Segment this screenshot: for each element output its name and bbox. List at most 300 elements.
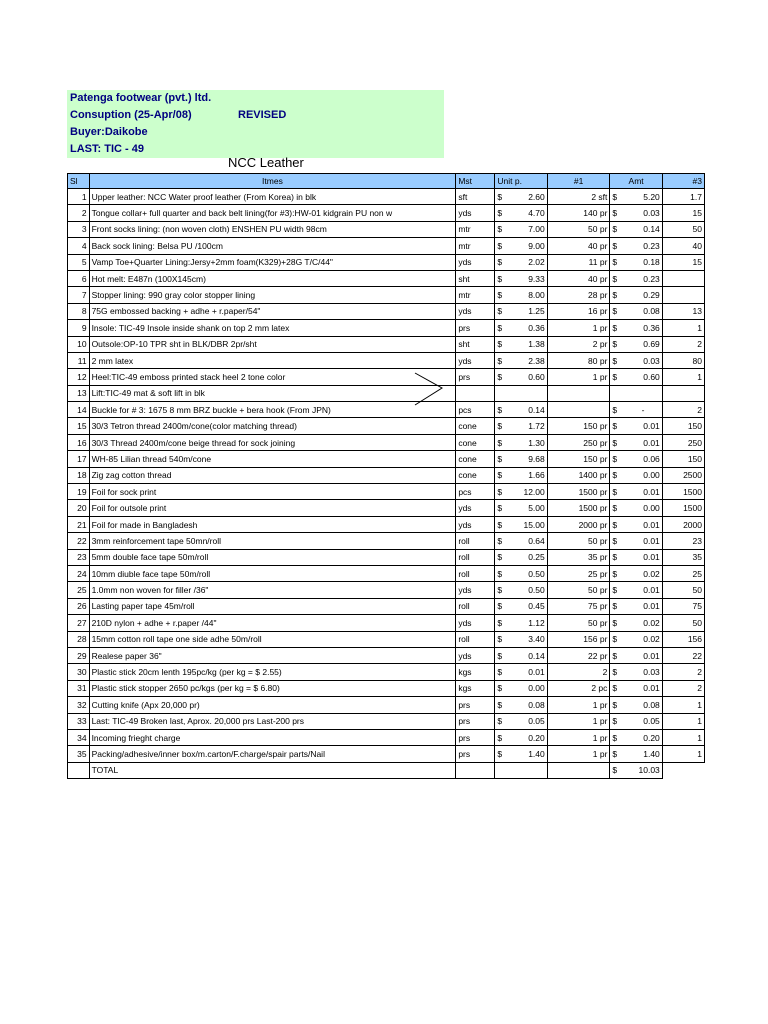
row-mst: yds [456, 205, 495, 221]
row-col3: 1 [662, 713, 704, 729]
row-sl: 15 [68, 418, 90, 434]
row-amt-currency: $ [610, 287, 624, 303]
row-amount: 0.20 [624, 729, 662, 745]
row-unit-price: 2.38 [509, 352, 547, 368]
row-col3: 1 [662, 369, 704, 385]
row-sl: 25 [68, 582, 90, 598]
row-mst: yds [456, 647, 495, 663]
row-mst: kgs [456, 664, 495, 680]
row-sl: 8 [68, 303, 90, 319]
row-col3: 2 [662, 336, 704, 352]
row-amt-currency: $ [610, 352, 624, 368]
row-mst: prs [456, 697, 495, 713]
row-item: 30/3 Tetron thread 2400m/cone(color matching thread) [89, 418, 456, 434]
row-qty: 2 pr [547, 336, 610, 352]
row-amt-currency: $ [610, 254, 624, 270]
row-amount: 0.03 [624, 352, 662, 368]
row-unit-price: 1.40 [509, 746, 547, 762]
row-amount: 0.14 [624, 221, 662, 237]
row-sl: 2 [68, 205, 90, 221]
row-sl: 4 [68, 238, 90, 254]
sheet-title: NCC Leather [228, 155, 304, 170]
row-amt-currency: $ [610, 270, 624, 286]
row-qty: 1500 pr [547, 500, 610, 516]
row-qty: 50 pr [547, 582, 610, 598]
row-item: Lasting paper tape 45m/roll [89, 598, 456, 614]
row-unit-currency: $ [495, 270, 509, 286]
row-sl: 29 [68, 647, 90, 663]
row-item: Incoming frieght charge [89, 729, 456, 745]
table-row [68, 549, 705, 565]
row-sl: 23 [68, 549, 90, 565]
row-col3 [662, 287, 704, 303]
col-header-unit: Unit p. [495, 174, 547, 189]
table-row [68, 565, 705, 581]
row-qty: 140 pr [547, 205, 610, 221]
row-qty: 2 [547, 664, 610, 680]
row-amt-currency: $ [610, 402, 624, 418]
row-sl: 31 [68, 680, 90, 696]
total-row [68, 762, 705, 778]
row-amt-currency: $ [610, 713, 624, 729]
row-sl: 14 [68, 402, 90, 418]
row-sl: 28 [68, 631, 90, 647]
row-unit-currency: $ [495, 680, 509, 696]
row-col3: 2 [662, 664, 704, 680]
row-qty: 2 sft [547, 189, 610, 205]
row-unit-currency: $ [495, 320, 509, 336]
row-amt-currency: $ [610, 320, 624, 336]
row-qty: 25 pr [547, 565, 610, 581]
row-amt-currency: $ [610, 484, 624, 500]
row-amount: 0.18 [624, 254, 662, 270]
row-col3: 2000 [662, 516, 704, 532]
row-qty: 75 pr [547, 598, 610, 614]
row-col3: 23 [662, 533, 704, 549]
row-mst: mtr [456, 287, 495, 303]
row-qty: 80 pr [547, 352, 610, 368]
row-col3: 13 [662, 303, 704, 319]
row-sl: 19 [68, 484, 90, 500]
row-mst: prs [456, 729, 495, 745]
row-qty [547, 385, 610, 401]
row-unit-price: 0.05 [509, 713, 547, 729]
row-col3: 50 [662, 582, 704, 598]
row-sl: 21 [68, 516, 90, 532]
row-unit-price: 0.01 [509, 664, 547, 680]
table-row [68, 336, 705, 352]
row-qty: 2 pc [547, 680, 610, 696]
table-row [68, 533, 705, 549]
revised-label: REVISED [238, 109, 287, 121]
row-item: Back sock lining: Belsa PU /100cm [89, 238, 456, 254]
row-unit-price: 9.00 [509, 238, 547, 254]
total-label: TOTAL [89, 762, 456, 778]
row-col3: 1 [662, 320, 704, 336]
row-col3: 1500 [662, 500, 704, 516]
row-unit-currency: $ [495, 549, 509, 565]
row-mst: yds [456, 615, 495, 631]
row-amount: 0.23 [624, 270, 662, 286]
row-col3 [662, 385, 704, 401]
table-row [68, 647, 705, 663]
row-unit-currency: $ [495, 565, 509, 581]
row-item: Foil for outsole print [89, 500, 456, 516]
row-qty: 1400 pr [547, 467, 610, 483]
row-unit-currency: $ [495, 205, 509, 221]
row-qty: 11 pr [547, 254, 610, 270]
row-col3: 156 [662, 631, 704, 647]
row-unit-price: 2.60 [509, 189, 547, 205]
row-amt-currency: $ [610, 697, 624, 713]
row-sl: 30 [68, 664, 90, 680]
table-row [68, 746, 705, 762]
row-amt-currency: $ [610, 565, 624, 581]
row-unit-currency: $ [495, 484, 509, 500]
row-amount: 0.02 [624, 631, 662, 647]
table-row [68, 664, 705, 680]
row-amount: 1.40 [624, 746, 662, 762]
row-col3: 50 [662, 615, 704, 631]
col-header-mst: Mst [456, 174, 495, 189]
row-unit-price: 1.66 [509, 467, 547, 483]
row-qty: 40 pr [547, 270, 610, 286]
table-row [68, 402, 705, 418]
row-mst: yds [456, 582, 495, 598]
row-unit-currency: $ [495, 451, 509, 467]
row-amt-currency: $ [610, 615, 624, 631]
table-row [68, 189, 705, 205]
row-mst: cone [456, 451, 495, 467]
row-sl: 7 [68, 287, 90, 303]
row-qty: 1500 pr [547, 484, 610, 500]
row-qty: 156 pr [547, 631, 610, 647]
row-unit-price: 0.60 [509, 369, 547, 385]
row-amount: 0.23 [624, 238, 662, 254]
row-col3: 75 [662, 598, 704, 614]
col-header-amt: Amt [610, 174, 662, 189]
row-mst: prs [456, 320, 495, 336]
total-currency: $ [610, 762, 624, 778]
row-qty: 35 pr [547, 549, 610, 565]
row-qty: 150 pr [547, 451, 610, 467]
row-unit-currency: $ [495, 254, 509, 270]
table-row [68, 303, 705, 319]
row-sl: 5 [68, 254, 90, 270]
row-qty: 40 pr [547, 238, 610, 254]
row-unit-price: 1.30 [509, 434, 547, 450]
row-amount [624, 385, 662, 401]
row-col3: 15 [662, 254, 704, 270]
row-qty: 1 pr [547, 713, 610, 729]
row-sl: 32 [68, 697, 90, 713]
table-row [68, 500, 705, 516]
row-item: Buckle for # 3: 1675 8 mm BRZ buckle + bera hook (From JPN) [89, 402, 456, 418]
row-sl: 17 [68, 451, 90, 467]
row-amt-currency: $ [610, 500, 624, 516]
row-mst: kgs [456, 680, 495, 696]
table-row [68, 615, 705, 631]
row-amount: 0.01 [624, 434, 662, 450]
row-unit-currency: $ [495, 713, 509, 729]
row-sl: 20 [68, 500, 90, 516]
row-item: Zig zag cotton thread [89, 467, 456, 483]
row-unit-currency: $ [495, 221, 509, 237]
row-unit-currency: $ [495, 746, 509, 762]
last-label: LAST: TIC - 49 [70, 143, 144, 155]
col-header-1: #1 [547, 174, 610, 189]
row-item: Outsole:OP-10 TPR sht in BLK/DBR 2pr/sht [89, 336, 456, 352]
row-mst: prs [456, 369, 495, 385]
row-qty: 250 pr [547, 434, 610, 450]
row-unit-currency: $ [495, 369, 509, 385]
table-row [68, 451, 705, 467]
row-qty: 1 pr [547, 729, 610, 745]
row-unit-price: 0.50 [509, 582, 547, 598]
row-unit-price: 0.00 [509, 680, 547, 696]
row-col3: 1 [662, 697, 704, 713]
row-mst: yds [456, 500, 495, 516]
row-sl: 18 [68, 467, 90, 483]
row-unit-currency: $ [495, 582, 509, 598]
row-sl: 16 [68, 434, 90, 450]
row-col3: 1.7 [662, 189, 704, 205]
row-mst: sht [456, 270, 495, 286]
table-row [68, 467, 705, 483]
row-amt-currency: $ [610, 582, 624, 598]
row-item: 2 mm latex [89, 352, 456, 368]
row-amt-currency: $ [610, 451, 624, 467]
row-item: Front socks lining: (non woven cloth) ENSHEN PU width 98cm [89, 221, 456, 237]
row-item: 75G embossed backing + adhe + r.paper/54" [89, 303, 456, 319]
row-mst: prs [456, 713, 495, 729]
table-row [68, 516, 705, 532]
row-amount: 5.20 [624, 189, 662, 205]
header-block [67, 90, 444, 158]
row-unit-price: 0.20 [509, 729, 547, 745]
consumption-table [67, 173, 705, 779]
table-row [68, 205, 705, 221]
row-amount: 0.01 [624, 516, 662, 532]
row-mst: cone [456, 467, 495, 483]
row-mst: pcs [456, 484, 495, 500]
row-item: 210D nylon + adhe + r.paper /44" [89, 615, 456, 631]
row-item: 5mm double face tape 50m/roll [89, 549, 456, 565]
row-unit-price: 1.72 [509, 418, 547, 434]
row-item: Foil for sock print [89, 484, 456, 500]
row-item: Upper leather: NCC Water proof leather (From Korea) in blk [89, 189, 456, 205]
row-unit-currency: $ [495, 352, 509, 368]
row-unit-price: 9.68 [509, 451, 547, 467]
row-item: Cutting knife (Apx 20,000 pr) [89, 697, 456, 713]
row-unit-price: 0.08 [509, 697, 547, 713]
row-unit-currency: $ [495, 189, 509, 205]
row-unit-price: 1.25 [509, 303, 547, 319]
row-col3: 1 [662, 729, 704, 745]
table-row [68, 418, 705, 434]
row-item: Foil for made in Bangladesh [89, 516, 456, 532]
row-item: 15mm cotton roll tape one side adhe 50m/roll [89, 631, 456, 647]
row-mst [456, 385, 495, 401]
table-row [68, 369, 705, 385]
table-row [68, 582, 705, 598]
table-row [68, 385, 705, 401]
row-amount: 0.01 [624, 549, 662, 565]
row-col3: 35 [662, 549, 704, 565]
row-unit-currency: $ [495, 631, 509, 647]
row-sl: 10 [68, 336, 90, 352]
row-amount: 0.36 [624, 320, 662, 336]
row-col3: 2500 [662, 467, 704, 483]
row-qty: 50 pr [547, 533, 610, 549]
row-amount: 0.01 [624, 680, 662, 696]
row-amount: 0.03 [624, 205, 662, 221]
table-row [68, 729, 705, 745]
row-sl: 3 [68, 221, 90, 237]
row-unit-price: 2.02 [509, 254, 547, 270]
row-item: Hot melt: E487n (100X145cm) [89, 270, 456, 286]
row-unit-currency: $ [495, 729, 509, 745]
row-amt-currency: $ [610, 533, 624, 549]
row-unit-price: 7.00 [509, 221, 547, 237]
row-unit-price: 0.50 [509, 565, 547, 581]
row-unit-price: 0.64 [509, 533, 547, 549]
table-row [68, 713, 705, 729]
row-sl: 26 [68, 598, 90, 614]
table-row [68, 287, 705, 303]
row-qty: 50 pr [547, 221, 610, 237]
row-sl: 12 [68, 369, 90, 385]
row-item: Tongue collar+ full quarter and back belt lining(for #3):HW-01 kidgrain PU non w [89, 205, 456, 221]
row-col3: 2 [662, 680, 704, 696]
row-mst: mtr [456, 221, 495, 237]
row-unit-price: 1.12 [509, 615, 547, 631]
row-amt-currency: $ [610, 434, 624, 450]
table-body [68, 189, 705, 763]
table-row [68, 631, 705, 647]
row-amt-currency: $ [610, 303, 624, 319]
row-qty: 50 pr [547, 615, 610, 631]
row-sl: 35 [68, 746, 90, 762]
row-unit-currency: $ [495, 402, 509, 418]
row-mst: yds [456, 352, 495, 368]
row-amount: 0.00 [624, 467, 662, 483]
row-sl: 34 [68, 729, 90, 745]
row-col3: 2 [662, 402, 704, 418]
row-sl: 22 [68, 533, 90, 549]
row-qty: 28 pr [547, 287, 610, 303]
table-row [68, 484, 705, 500]
row-amt-currency [610, 385, 624, 401]
row-unit-currency: $ [495, 303, 509, 319]
col-header-3: #3 [662, 174, 704, 189]
row-mst: roll [456, 549, 495, 565]
consumption-date: Consuption (25-Apr/08) [70, 109, 192, 121]
row-amount: 0.00 [624, 500, 662, 516]
row-mst: mtr [456, 238, 495, 254]
row-unit-price: 0.14 [509, 402, 547, 418]
row-amount: 0.06 [624, 451, 662, 467]
row-unit-currency: $ [495, 238, 509, 254]
bracket-arrow-icon [414, 372, 444, 406]
row-item: Vamp Toe+Quarter Lining:Jersy+2mm foam(K329)+28G T/C/44" [89, 254, 456, 270]
row-mst: roll [456, 565, 495, 581]
row-amount: 0.08 [624, 697, 662, 713]
table-row [68, 352, 705, 368]
row-unit-price: 0.14 [509, 647, 547, 663]
row-qty: 2000 pr [547, 516, 610, 532]
row-mst: yds [456, 254, 495, 270]
row-unit-currency: $ [495, 615, 509, 631]
row-unit-price [509, 385, 547, 401]
row-col3: 150 [662, 451, 704, 467]
row-unit-currency: $ [495, 647, 509, 663]
table-row [68, 680, 705, 696]
row-amt-currency: $ [610, 418, 624, 434]
row-item: Stopper lining: 990 gray color stopper lining [89, 287, 456, 303]
row-sl: 27 [68, 615, 90, 631]
row-amt-currency: $ [610, 549, 624, 565]
row-item: Packing/adhesive/inner box/m.carton/F.charge/spair parts/Nail [89, 746, 456, 762]
row-col3: 40 [662, 238, 704, 254]
row-sl: 9 [68, 320, 90, 336]
row-col3: 1500 [662, 484, 704, 500]
row-unit-currency: $ [495, 500, 509, 516]
buyer-label: Buyer:Daikobe [70, 126, 148, 138]
row-item: Last: TIC-49 Broken last, Aprox. 20,000 prs Last-200 prs [89, 713, 456, 729]
row-unit-price: 8.00 [509, 287, 547, 303]
row-amount: 0.02 [624, 565, 662, 581]
row-item: Heel:TIC-49 emboss printed stack heel 2 tone color [89, 369, 456, 385]
row-col3: 22 [662, 647, 704, 663]
row-amount: 0.29 [624, 287, 662, 303]
row-mst: yds [456, 516, 495, 532]
row-unit-price: 0.45 [509, 598, 547, 614]
row-amt-currency: $ [610, 680, 624, 696]
row-unit-currency: $ [495, 336, 509, 352]
row-amt-currency: $ [610, 598, 624, 614]
table-row [68, 238, 705, 254]
row-unit-price: 12.00 [509, 484, 547, 500]
table-row [68, 221, 705, 237]
row-amount: 0.05 [624, 713, 662, 729]
row-mst: roll [456, 598, 495, 614]
row-amount: 0.01 [624, 598, 662, 614]
row-unit-price: 3.40 [509, 631, 547, 647]
row-col3: 150 [662, 418, 704, 434]
row-item: Realese paper 36" [89, 647, 456, 663]
row-amount: 0.01 [624, 533, 662, 549]
row-sl: 1 [68, 189, 90, 205]
table-row [68, 697, 705, 713]
row-unit-price: 0.25 [509, 549, 547, 565]
row-col3: 250 [662, 434, 704, 450]
row-col3: 80 [662, 352, 704, 368]
row-item: 10mm diuble face tape 50m/roll [89, 565, 456, 581]
row-item: WH-85 Lilian thread 540m/cone [89, 451, 456, 467]
row-col3: 1 [662, 746, 704, 762]
row-unit-price: 9.33 [509, 270, 547, 286]
row-unit-currency: $ [495, 697, 509, 713]
row-sl: 11 [68, 352, 90, 368]
row-unit-price: 0.36 [509, 320, 547, 336]
row-amt-currency: $ [610, 664, 624, 680]
row-qty: 1 pr [547, 369, 610, 385]
row-sl: 13 [68, 385, 90, 401]
row-amount: - [624, 402, 662, 418]
row-sl: 6 [68, 270, 90, 286]
row-qty: 150 pr [547, 418, 610, 434]
